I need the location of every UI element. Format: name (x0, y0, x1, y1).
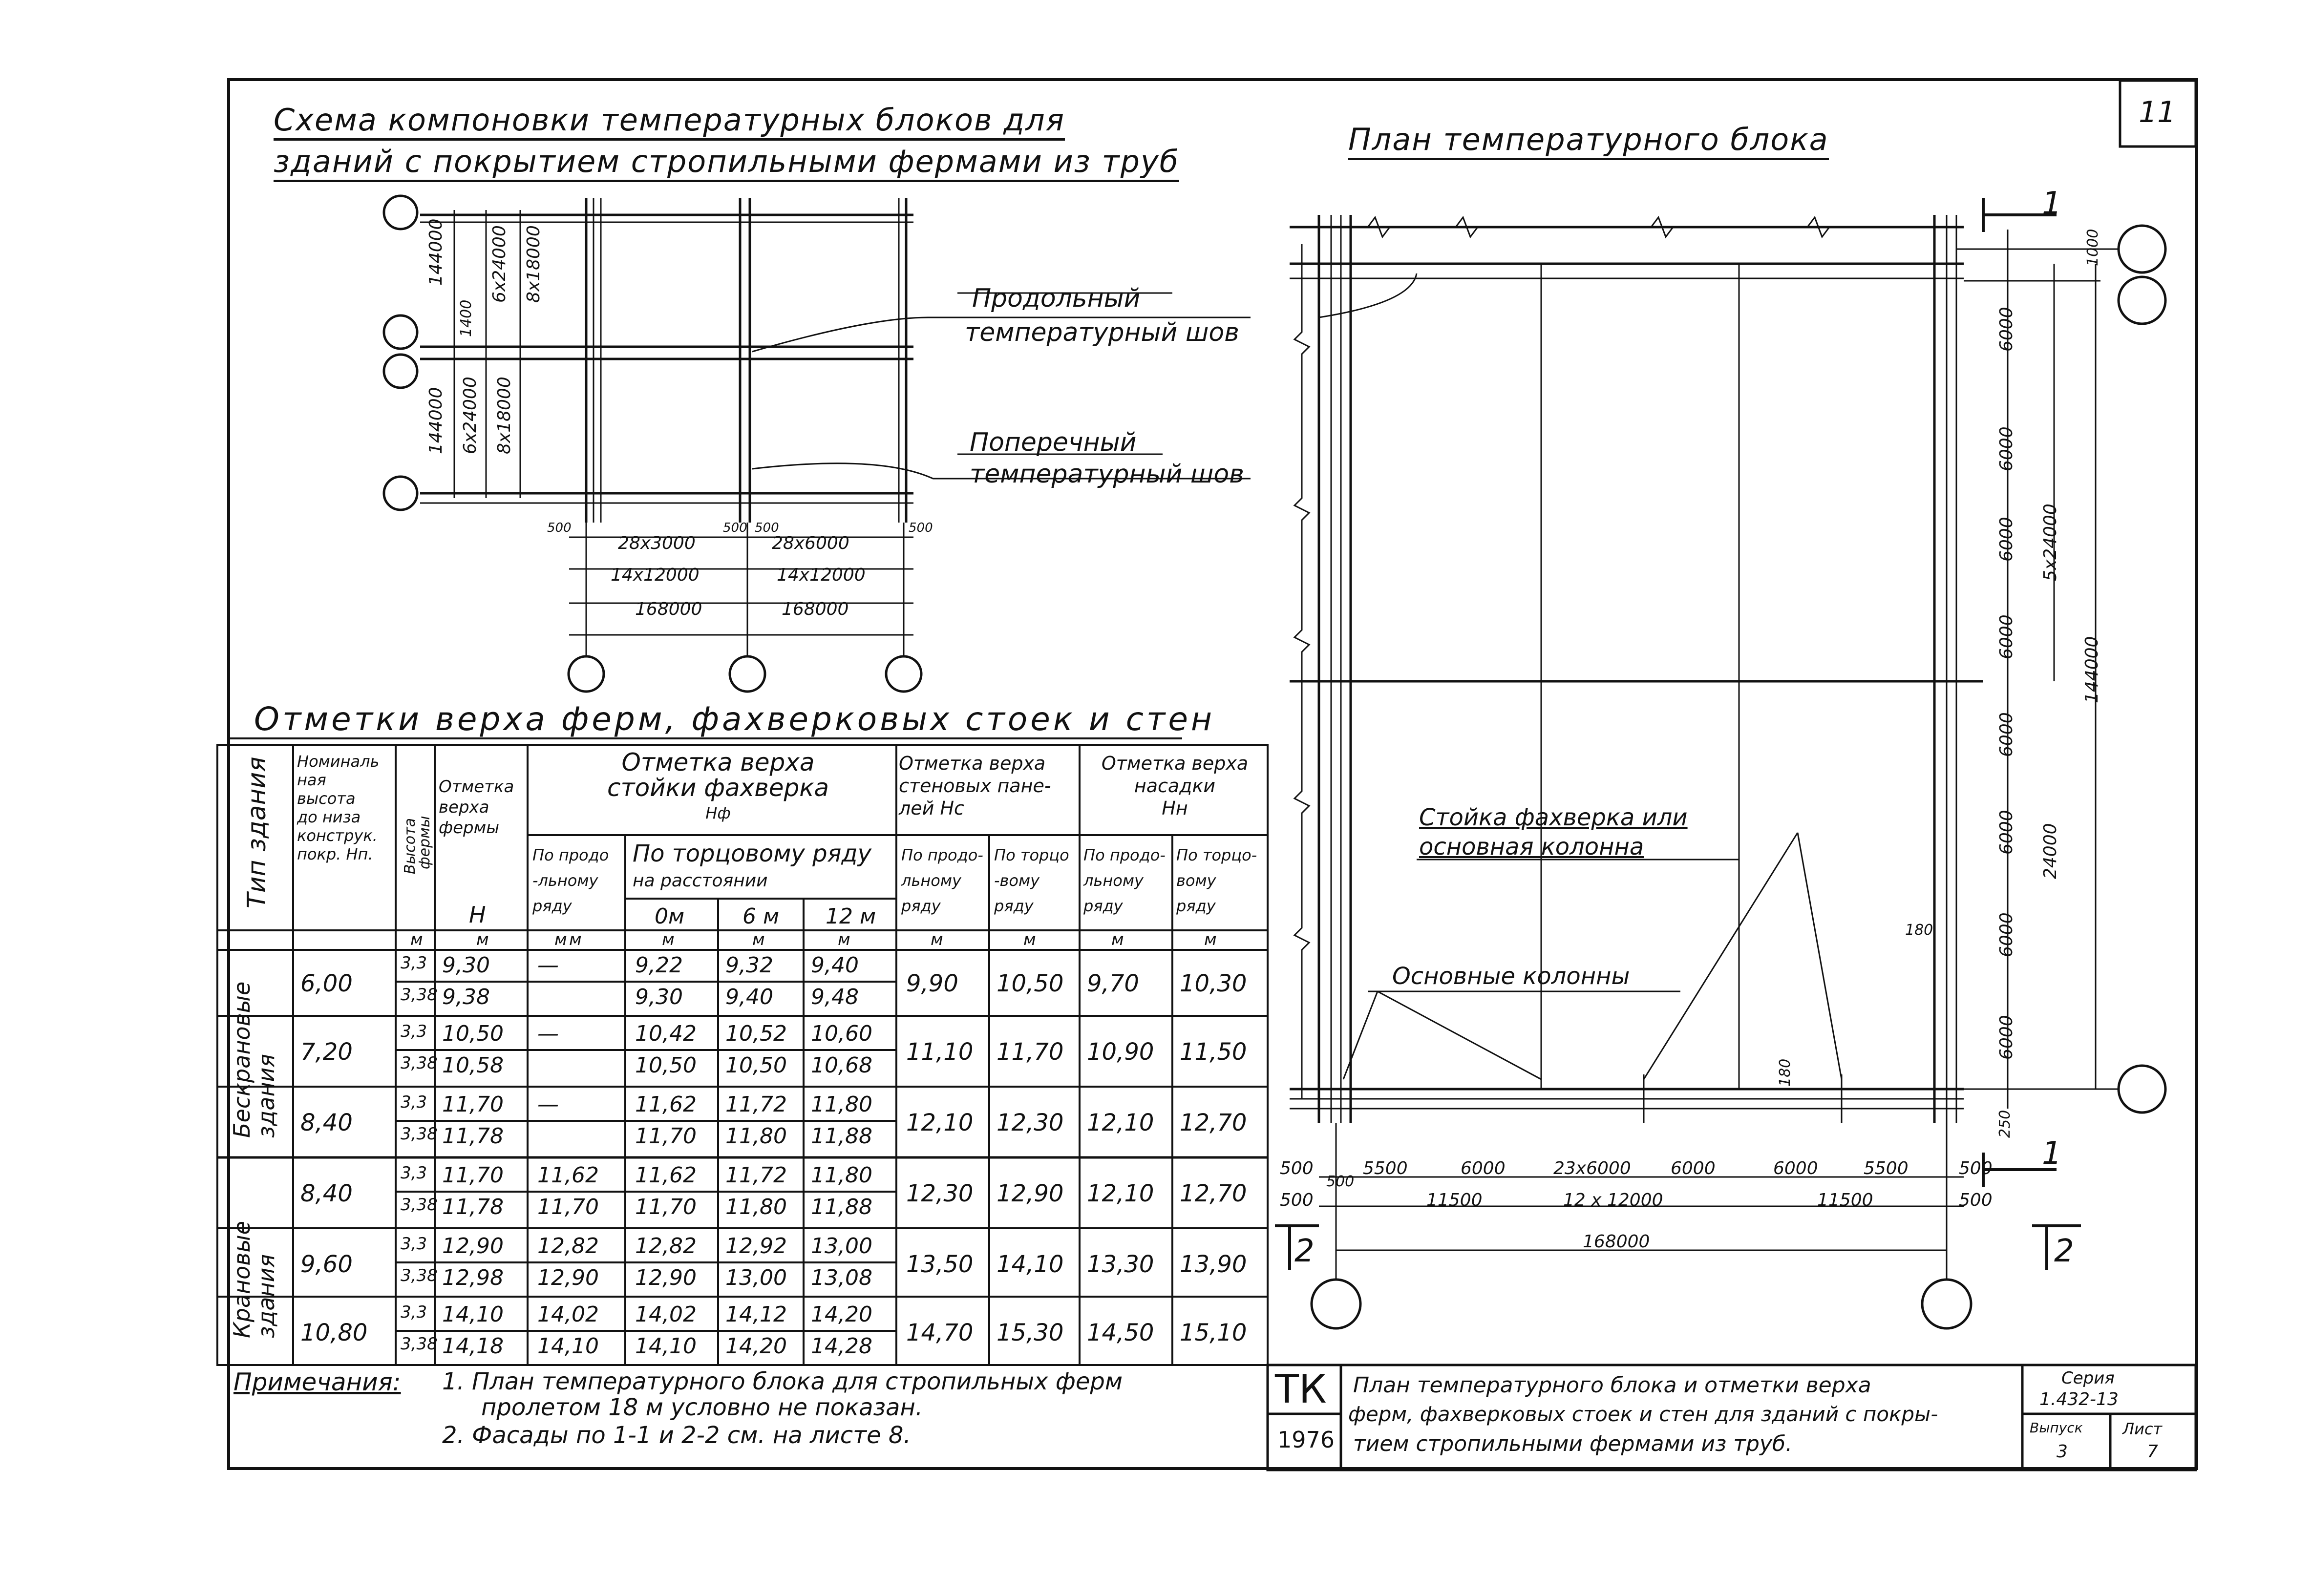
cell-e6: 14,20 (725, 1334, 787, 1359)
cell-nl: 12,10 (1087, 1180, 1154, 1207)
unit-se: м (1023, 930, 1036, 949)
cell-e12: 11,80 (811, 1092, 872, 1117)
cell-e6: 9,40 (725, 985, 773, 1009)
leader-long-line1: Продольный (972, 284, 1141, 313)
hdr-panel-long-1: льному (901, 871, 961, 890)
dim-b-6000-b: 6000 (1671, 1158, 1716, 1178)
cell-H: 11,78 (442, 1195, 504, 1219)
cell-h: 3,38 (401, 1124, 438, 1144)
hdr-panel-group-2: лей Нс (899, 798, 964, 819)
cell-e0: 10,50 (635, 1053, 697, 1078)
dim-5x24000: 5х24000 (2040, 504, 2060, 581)
cell-sl: 12,10 (906, 1109, 974, 1136)
stamp-issue-value: 3 (2057, 1442, 2068, 1462)
hdr-post-long-2: ряду (532, 897, 572, 915)
hdr-panel-long (901, 842, 983, 919)
hdr-panel-group (899, 752, 1051, 819)
hdr-post-long-0: По продо (532, 846, 609, 864)
dim-6000-6: 6000 (1996, 810, 2016, 855)
cell-nom: 8,40 (300, 1180, 353, 1207)
stamp-sheet-value: 7 (2147, 1442, 2158, 1462)
plan-right-dim-lines (1964, 230, 2100, 1109)
hdr-post-group (552, 750, 884, 826)
hdr-nas-long-1: льному (1083, 871, 1144, 890)
hdr-truss-top-2: фермы (439, 818, 500, 838)
cell-e6: 11,80 (725, 1124, 787, 1149)
hdr-nominal-0: Номиналь (297, 752, 380, 771)
dim-14x12000-a: 14х12000 (611, 565, 700, 585)
note-1b: пролетом 18 м условно не показан. (481, 1394, 923, 1421)
cell-H: 14,18 (442, 1334, 504, 1359)
dim-144000: 144000 (2082, 636, 2102, 703)
section-1-bottom: 1 (2042, 1135, 2062, 1172)
dim-6000-1: 6000 (1996, 307, 2016, 352)
notes-label: Примечания: (233, 1368, 401, 1396)
hdr-type: Тип здания (242, 756, 272, 908)
hdr-truss-top-1: верха (439, 798, 489, 817)
hdr-panel-end (994, 842, 1069, 919)
callout-stoika-line1: Стойка фахверка или (1419, 804, 1688, 831)
stamp-desc-3: тием стропильными фермами из труб. (1353, 1431, 1793, 1456)
dim-6000-2: 6000 (1996, 426, 2016, 471)
dim-gap4: 500 (909, 521, 933, 535)
hdr-nas-end-0: По торцо- (1176, 846, 1257, 864)
cell-e12: 14,20 (811, 1302, 872, 1327)
cell-e0: 12,90 (635, 1265, 697, 1290)
hdr-nas-group (1084, 752, 1265, 819)
cell-e12: 11,88 (811, 1195, 872, 1219)
cell-pl: 14,10 (537, 1334, 599, 1359)
dim-28x6000: 28х6000 (772, 533, 849, 553)
cell-h: 3,38 (401, 1053, 438, 1073)
hdr-dist-6: 6 м (742, 904, 780, 929)
hdr-nominal-3: до низа (297, 808, 361, 826)
cell-e6: 11,72 (725, 1092, 787, 1117)
hdr-panel-group-1: стеновых пане- (899, 775, 1051, 797)
hdr-nas-end-1: вому (1176, 871, 1216, 890)
cell-pl: 14,02 (537, 1302, 599, 1327)
hdr-dist-12: 12 м (826, 904, 876, 929)
dim-250: 250 (1996, 1110, 2014, 1138)
dim-6000-7: 6000 (1996, 912, 2016, 957)
dim-b-168000: 168000 (1583, 1232, 1650, 1252)
dim-b-11500-b: 11500 (1817, 1190, 1873, 1210)
hdr-nas-group-1: насадки (1134, 775, 1216, 797)
cell-sl: 13,50 (906, 1251, 974, 1278)
cell-nom: 7,20 (300, 1038, 353, 1066)
dim-6000-3: 6000 (1996, 517, 2016, 562)
dim-gap1: 500 (547, 521, 572, 535)
cell-nom: 9,60 (300, 1251, 353, 1278)
hdr-post-end-0: По торцовому ряду (633, 840, 872, 867)
cell-H: 10,58 (442, 1053, 504, 1078)
hdr-panel-group-0: Отметка верха (899, 753, 1046, 774)
dim-8x18000-bot: 8х18000 (494, 377, 514, 454)
cell-se: 15,30 (997, 1319, 1064, 1346)
units-row (217, 930, 1268, 950)
dim-6000-8: 6000 (1996, 1015, 2016, 1060)
hdr-truss-h-0: Высота (402, 818, 419, 874)
dim-28x3000: 28х3000 (618, 533, 696, 553)
cell-e0: 11,70 (635, 1195, 697, 1219)
callout-main-columns: Основные колонны (1392, 963, 1630, 990)
stamp-desc-1: План температурного блока и отметки верха (1353, 1373, 1871, 1398)
cell-pl: 12,90 (537, 1265, 599, 1290)
cell-pl: — (537, 953, 559, 978)
hdr-post-group-0: Отметка верха (621, 748, 815, 777)
section-1-top: 1 (2042, 186, 2062, 222)
cell-e0: 9,30 (635, 985, 683, 1009)
hdr-truss-top (439, 777, 514, 838)
cell-nl: 9,70 (1087, 970, 1139, 997)
hdr-post-end (633, 840, 871, 895)
stamp-year: 1976 (1277, 1427, 1335, 1453)
cell-nom: 8,40 (300, 1109, 353, 1136)
cell-e6: 9,32 (725, 953, 773, 978)
cell-H: 12,98 (442, 1265, 504, 1290)
cell-pl: 11,62 (537, 1163, 599, 1188)
hdr-panel-long-0: По продо- (901, 846, 983, 864)
stamp-series-label: Серия (2061, 1368, 2115, 1388)
cell-sl: 14,70 (906, 1319, 974, 1346)
dim-gap2: 500 (723, 521, 747, 535)
unit-ne: м (1204, 930, 1217, 949)
cell-nl: 12,10 (1087, 1109, 1154, 1136)
cell-e6: 12,92 (725, 1234, 787, 1259)
hdr-nas-end (1176, 842, 1257, 919)
cell-h: 3,38 (401, 1266, 438, 1285)
dim-b-12x12000: 12 х 12000 (1563, 1190, 1663, 1210)
dim-6x24000-bot: 6х24000 (460, 377, 480, 454)
cell-H: 10,50 (442, 1021, 504, 1046)
unit-nom: м (554, 930, 567, 949)
hdr-nominal-4: конструк. (297, 826, 378, 845)
cell-h: 3,3 (401, 953, 427, 973)
cell-H: 14,10 (442, 1302, 504, 1327)
dim-b-5500-a: 5500 (1363, 1158, 1408, 1178)
dim-168000-a: 168000 (635, 599, 702, 619)
dim-180b: 180 (1777, 1058, 1794, 1087)
cell-e6: 13,00 (725, 1265, 787, 1290)
hdr-nas-group-2: Нн (1162, 798, 1188, 819)
leader-trans-line1: Поперечный (970, 428, 1137, 457)
hdr-panel-end-2: ряду (994, 897, 1034, 915)
cell-e0: 14,10 (635, 1334, 697, 1359)
unit-e0: м (662, 930, 675, 949)
cell-e12: 10,60 (811, 1021, 872, 1046)
cell-e6: 10,52 (725, 1021, 787, 1046)
cell-nl: 10,90 (1087, 1038, 1154, 1066)
hdr-post-long (532, 842, 609, 919)
dim-6000-5: 6000 (1996, 712, 2016, 757)
dim-144000-bot: 144000 (426, 387, 446, 454)
hdr-nas-group-0: Отметка верха (1101, 753, 1249, 774)
cell-e6: 14,12 (725, 1302, 787, 1327)
hdr-nas-long-0: По продо- (1083, 846, 1166, 864)
cell-e12: 13,08 (811, 1265, 872, 1290)
sheet-number: 11 (2139, 95, 2176, 129)
hdr-dist-0: 0м (655, 904, 685, 929)
cell-e0: 11,62 (635, 1163, 697, 1188)
cell-H: 9,38 (442, 985, 490, 1009)
scheme-left-dim-lines (454, 210, 520, 498)
cell-e12: 9,48 (811, 985, 859, 1009)
leader-long-line2: температурный шов (965, 318, 1239, 347)
hdr-nominal-5: покр. Нп. (297, 845, 373, 863)
cell-e6: 10,50 (725, 1053, 787, 1078)
hdr-panel-end-0: По торцо (994, 846, 1069, 864)
cell-pl: 12,82 (537, 1234, 599, 1259)
dim-168000-b: 168000 (782, 599, 849, 619)
cell-nom: 10,80 (300, 1319, 368, 1346)
callout-stoika-line2: основная колонна (1419, 833, 1644, 861)
cell-h: 3,3 (401, 1234, 427, 1254)
cell-H: 11,78 (442, 1124, 504, 1149)
unit-e12: м (838, 930, 850, 949)
plan-wall-break-left (1294, 244, 1309, 1099)
dim-gap3: 500 (755, 521, 779, 535)
dim-b-23x6000: 23х6000 (1553, 1158, 1631, 1178)
hdr-panel-end-1: -вому (994, 871, 1040, 890)
cell-pl: — (537, 1021, 559, 1046)
unit-nl: м (1111, 930, 1124, 949)
stamp-series-value: 1.432-13 (2039, 1389, 2119, 1409)
dim-b-500-lb: 500 (1326, 1173, 1355, 1190)
cell-ne: 10,30 (1180, 970, 1247, 997)
cell-e0: 11,62 (635, 1092, 697, 1117)
hdr-panel-long-2: ряду (901, 897, 941, 915)
cell-e12: 10,68 (811, 1053, 872, 1078)
stamp-sheet-label: Лист (2122, 1420, 2163, 1438)
cell-h: 3,38 (401, 1334, 438, 1354)
cell-sl: 9,90 (906, 970, 958, 997)
cell-H: 11,70 (442, 1092, 504, 1117)
cell-ne: 12,70 (1180, 1109, 1247, 1136)
cell-e0: 10,42 (635, 1021, 697, 1046)
group-2-label: Крановые здания (229, 1221, 279, 1338)
dim-144000-top: 144000 (426, 218, 446, 286)
dim-b-500-o: 500 (1959, 1190, 1993, 1210)
cell-e0: 9,22 (635, 953, 683, 978)
dim-b-500-a: 500 (1280, 1158, 1314, 1178)
unit-sl: м (931, 930, 943, 949)
leader-trans-line2: температурный шов (970, 460, 1244, 489)
cell-e12: 11,80 (811, 1163, 872, 1188)
hdr-nominal (297, 752, 379, 863)
cell-se: 12,90 (997, 1180, 1064, 1207)
hdr-post-end-1: на расстоянии (633, 871, 768, 891)
dim-b-5500-b: 5500 (1864, 1158, 1909, 1178)
cell-sl: 12,30 (906, 1180, 974, 1207)
cell-h: 3,38 (401, 1195, 438, 1215)
cell-h: 3,3 (401, 1163, 427, 1183)
cell-pl: — (537, 1092, 559, 1117)
hdr-post-group-1: стойки фахверка (607, 774, 829, 802)
cell-e0: 14,02 (635, 1302, 697, 1327)
hdr-nas-end-2: ряду (1176, 897, 1216, 915)
cell-ne: 12,70 (1180, 1180, 1247, 1207)
cell-ne: 15,10 (1180, 1319, 1247, 1346)
cell-ne: 11,50 (1180, 1038, 1247, 1066)
dim-b-11500-a: 11500 (1426, 1190, 1483, 1210)
dim-1400: 1400 (458, 299, 475, 337)
scheme-title-line2: зданий с покрытием стропильными фермами из труб (274, 147, 1179, 182)
cell-nom: 6,00 (300, 970, 353, 997)
dim-6000-4: 6000 (1996, 614, 2016, 659)
hdr-nominal-1: ная (297, 771, 326, 789)
cell-sl: 11,10 (906, 1038, 974, 1066)
dim-24000: 24000 (2040, 823, 2060, 879)
cell-e12: 13,00 (811, 1234, 872, 1259)
table-title: Отметки верха ферм, фахверковых стоек и стен (254, 700, 1215, 738)
dim-1000: 1000 (2084, 229, 2101, 266)
cell-se: 12,30 (997, 1109, 1064, 1136)
dim-14x12000-b: 14х12000 (777, 565, 866, 585)
note-2: 2. Фасады по 1-1 и 2-2 см. на листе 8. (442, 1422, 911, 1449)
dim-8x18000-top: 8х18000 (524, 225, 544, 303)
cell-e0: 12,82 (635, 1234, 697, 1259)
dim-b-6000-a: 6000 (1461, 1158, 1506, 1178)
hdr-truss-h-1: фермы (416, 816, 433, 869)
cell-H: 12,90 (442, 1234, 504, 1259)
stamp-desc-2: ферм, фахверковых стоек и стен для зданий с покры- (1348, 1402, 1938, 1426)
cell-pl: 11,70 (537, 1195, 599, 1219)
cell-e0: 11,70 (635, 1124, 697, 1149)
unit-h: м (410, 930, 423, 949)
section-2-left: 2 (1294, 1233, 1315, 1269)
plan-callout-leaders (1319, 273, 1842, 1079)
section-2-right: 2 (2054, 1233, 2074, 1269)
hdr-nas-long-2: ряду (1083, 897, 1123, 915)
unit-e6: м (752, 930, 765, 949)
hdr-truss-top-0: Отметка (439, 777, 514, 797)
cell-h: 3,3 (401, 1302, 427, 1322)
cell-ne: 13,90 (1180, 1251, 1247, 1278)
cell-nl: 13,30 (1087, 1251, 1154, 1278)
hdr-nominal-2: высота (297, 789, 356, 808)
hdr-truss-top-sym: Н (469, 902, 486, 928)
cell-e12: 14,28 (811, 1334, 872, 1359)
plan-title: План температурного блока (1348, 125, 1829, 160)
cell-h: 3,38 (401, 985, 438, 1005)
cell-e6: 11,80 (725, 1195, 787, 1219)
cell-e12: 11,88 (811, 1124, 872, 1149)
note-1a: 1. План температурного блока для стропильных ферм (442, 1368, 1123, 1395)
group-1-label: Бескрановые здания (229, 981, 279, 1138)
stamp-logo: ТК (1275, 1366, 1327, 1412)
cell-se: 14,10 (997, 1251, 1064, 1278)
cell-nl: 14,50 (1087, 1319, 1154, 1346)
cell-e12: 9,40 (811, 953, 859, 978)
dim-180: 180 (1905, 922, 1933, 939)
cell-H: 9,30 (442, 953, 490, 978)
cell-se: 10,50 (997, 970, 1064, 997)
hdr-post-group-2: Нф (705, 804, 731, 822)
cell-H: 11,70 (442, 1163, 504, 1188)
cell-se: 11,70 (997, 1038, 1064, 1066)
unit-H: м (476, 930, 489, 949)
dim-b-500-z: 500 (1959, 1158, 1993, 1178)
dim-b-6000-c: 6000 (1773, 1158, 1818, 1178)
dim-b-500-l: 500 (1280, 1190, 1314, 1210)
hdr-post-long-1: -льному (532, 871, 598, 890)
hdr-nas-long (1083, 842, 1166, 919)
cell-e6: 11,72 (725, 1163, 787, 1188)
unit-pl: м (569, 930, 582, 949)
scheme-title-line1: Схема компоновки температурных блоков для (274, 105, 1065, 141)
stamp-issue-label: Выпуск (2030, 1420, 2083, 1436)
cell-h: 3,3 (401, 1092, 427, 1112)
dim-6x24000-top: 6х24000 (489, 225, 509, 303)
cell-h: 3,3 (401, 1022, 427, 1041)
